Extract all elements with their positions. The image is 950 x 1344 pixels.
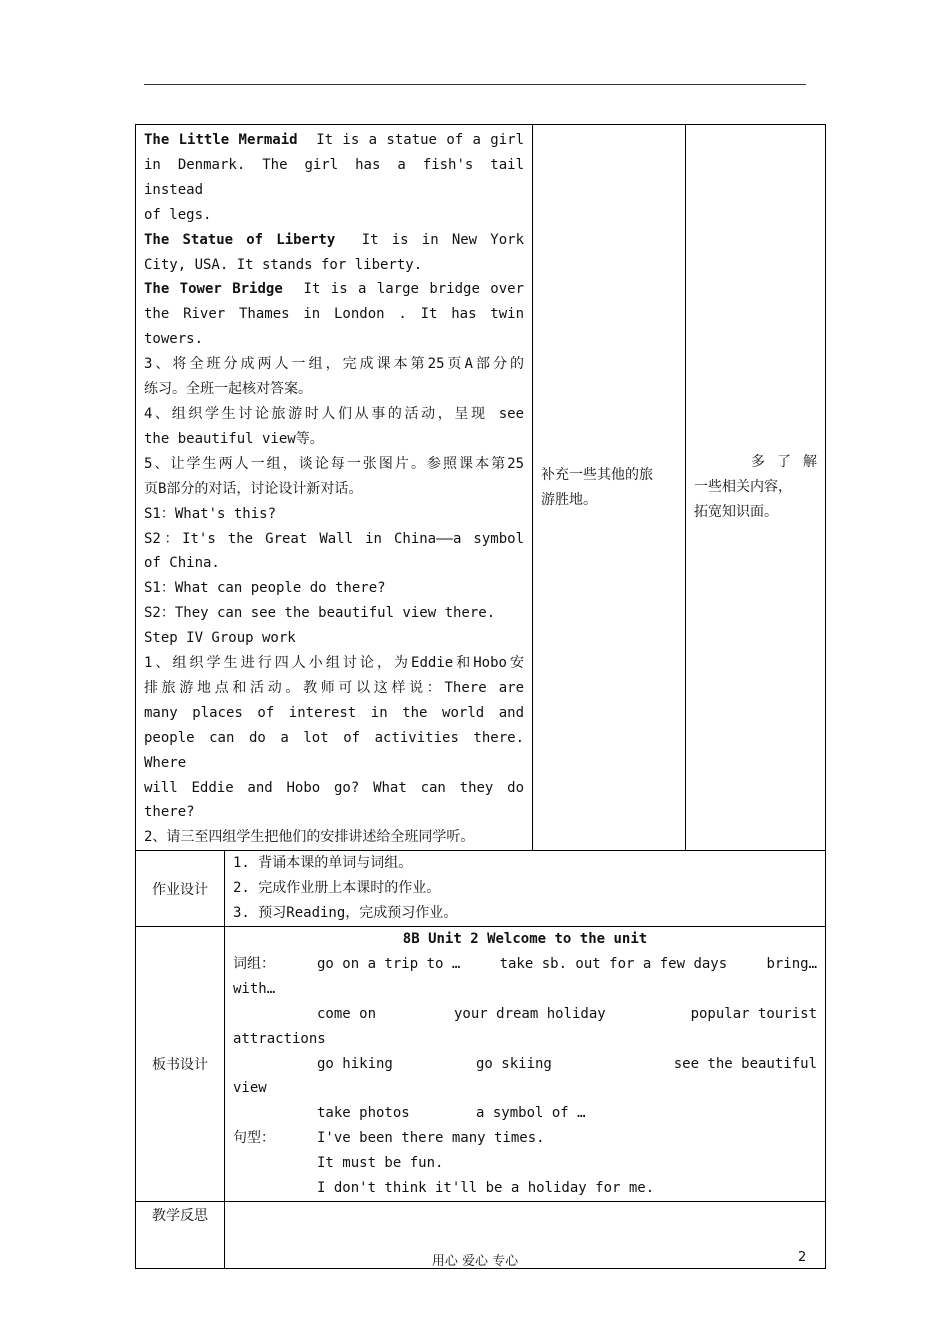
supplement-cell [533, 125, 686, 851]
sentence: I've been there many times. [317, 1130, 545, 1147]
group-work-text-7: 2、请三至四组学生把他们的安排讲述给全班同学听。 [144, 829, 475, 846]
homework-item: 1. 背诵本课的单词与词组。 [233, 855, 413, 872]
supplement-text-2: 游胜地。 [541, 491, 598, 508]
procedure-row [136, 125, 826, 851]
phrases-label: 词组： [233, 955, 275, 972]
homework-row [136, 851, 826, 927]
phrase: see the beautiful [673, 1055, 818, 1072]
phrase: a symbol of … [476, 1105, 586, 1122]
dialogue-line-2b: of China. [144, 555, 220, 572]
statue-liberty-text-2: City, USA. It stands for liberty. [144, 256, 423, 273]
sentence: I don't think it'll be a holiday for me. [317, 1180, 655, 1197]
step-3-text-2: 练习。全班一起核对答案。 [144, 381, 312, 398]
sentences-label: 句型： [233, 1130, 275, 1147]
tower-bridge-title: The Tower Bridge [144, 281, 283, 298]
step-heading: Step IV Group work [144, 630, 296, 647]
little-mermaid-title: The Little Mermaid [144, 132, 298, 148]
lesson-plan-table [135, 124, 830, 1269]
group-work-text-3: many places of interest in the world and [144, 704, 525, 721]
phrase: bring… [766, 955, 818, 972]
reflection-label: 教学反思 [136, 1201, 225, 1268]
homework-item: 2. 完成作业册上本课时的作业。 [233, 880, 441, 897]
homework-list [225, 851, 825, 926]
tower-bridge-text-2: the River Thames in London . It has twin [144, 306, 525, 323]
tower-bridge-text: It is a large bridge over [303, 281, 525, 298]
group-work-text-4: people can do a lot of activities there. Where [144, 729, 525, 771]
phrase: with… [233, 980, 276, 997]
board-cell [225, 927, 826, 1202]
dialogue-line-1: S1：What's this? [144, 505, 277, 522]
header-rule [144, 84, 806, 85]
board-label: 板书设计 [136, 927, 225, 1202]
step-4-text: 4、组织学生讨论旅游时人们从事的活动，呈现 see [144, 405, 525, 422]
sentence: It must be fun. [317, 1155, 444, 1172]
phrase: take sb. out for a few days [499, 955, 728, 972]
step-5-text-2: 页B部分的对话，讨论设计新对话。 [144, 480, 363, 497]
phrase: attractions [233, 1030, 326, 1047]
homework-cell [225, 851, 826, 927]
board-row [136, 927, 826, 1202]
tower-bridge-text-3: towers. [144, 331, 204, 348]
phrase: come on [317, 1005, 377, 1022]
group-work-text-6: there? [144, 804, 195, 821]
dialogue-line-4: S2：They can see the beautiful view there. [144, 605, 496, 622]
board-title: 8B Unit 2 Welcome to the unit [402, 931, 648, 947]
phrase: your dream holiday [454, 1005, 606, 1022]
dialogue-line-3: S1：What can people do there? [144, 580, 386, 597]
phrase: go skiing [476, 1055, 552, 1072]
phrase: go hiking [317, 1055, 393, 1072]
homework-item: 3. 预习Reading，完成预习作业。 [233, 905, 458, 922]
group-work-text-2: 排旅游地点和活动。教师可以这样说：There are [144, 679, 525, 696]
purpose-cell [686, 125, 830, 851]
little-mermaid-text-3: of legs. [144, 206, 212, 223]
little-mermaid-text: It is a statue of a girl [316, 132, 525, 148]
step-5-text: 5、让学生两人一组，谈论每一张图片。参照课本第25 [144, 455, 525, 472]
footer-text: 用心 爱心 专心 [431, 1254, 519, 1269]
phrase: popular tourist [690, 1005, 818, 1022]
page-number: 2 [798, 1250, 807, 1265]
purpose-text-3: 拓宽知识面。 [694, 504, 779, 521]
group-work-text-5: will Eddie and Hobo go? What can they do [144, 779, 525, 796]
statue-liberty-title: The Statue of Liberty [144, 231, 336, 248]
homework-label: 作业设计 [136, 851, 225, 927]
purpose-text-2: 一些相关内容， [694, 479, 793, 496]
supplement-text-1: 补充一些其他的旅 [541, 466, 654, 483]
step-4-text-2: the beautiful view等。 [144, 430, 324, 447]
phrase: view [233, 1080, 267, 1097]
procedure-cell [136, 125, 533, 851]
dialogue-line-2: S2：It's the Great Wall in China——a symbol [144, 530, 525, 547]
purpose-text-1: 多了解 [751, 454, 830, 471]
step-3-text: 3、将全班分成两人一组，完成课本第25页A部分的 [144, 356, 525, 373]
phrase: take photos [317, 1105, 410, 1122]
group-work-text-1: 1、组织学生进行四人小组讨论，为Eddie和Hobo安 [144, 655, 525, 672]
little-mermaid-text-2: in Denmark. The girl has a fish's tail instead [144, 156, 525, 198]
phrase: go on a trip to … [317, 955, 461, 972]
statue-liberty-text: It is in New York [361, 231, 525, 248]
